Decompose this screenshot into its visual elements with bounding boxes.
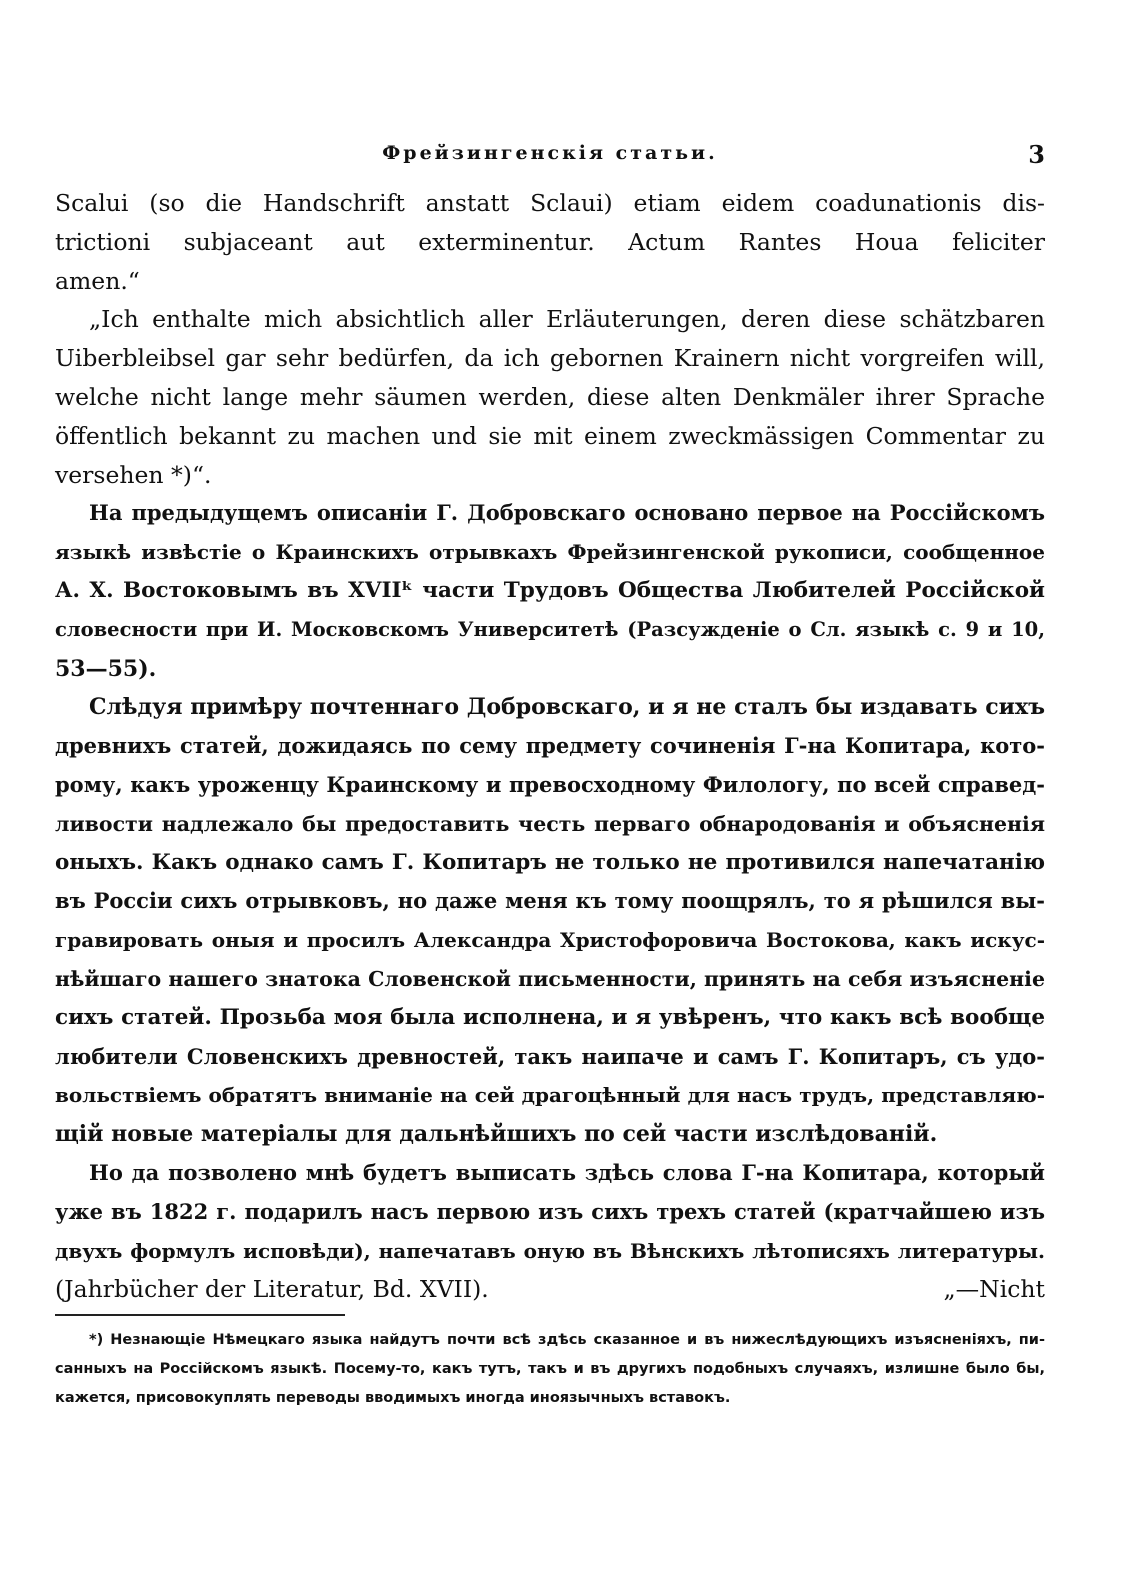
paragraph-latin-quote xyxy=(55,184,1045,300)
text-line: сихъ статей. Прозьба моя была исполнена, и я увѣренъ, что какъ всѣ вообще xyxy=(55,1004,1045,1030)
footnote-line: *) Незнающіе Нѣмецкаго языка найдутъ почти всѣ здѣсь сказанное и въ нижеслѣдующихъ изъясненіяхъ, пи- xyxy=(89,1332,1045,1348)
page-number: 3 xyxy=(1028,140,1045,169)
text-line: Uiberbleibsel gar sehr bedürfen, da ich gebornen Krainern nicht vorgreifen will, xyxy=(55,344,1045,373)
text-line: Слѣдуя примѣру почтеннаго Добровскаго, и я не сталъ бы издавать сихъ xyxy=(89,694,1045,721)
running-title: Фрейзингенскія статьи. xyxy=(382,142,718,164)
text-line: древнихъ статей, дожидаясь по сему предмету сочиненія Г-на Копитара, кото- xyxy=(55,733,1045,759)
text-line: trictioni subjaceant aut exterminentur. Actum Rantes Houa feliciter xyxy=(55,227,1045,256)
text-line: рому, какъ уроженцу Краинскому и превосходному Филологу, по всей справед- xyxy=(55,771,1045,797)
text-line: нѣйшаго нашего знатока Словенской письменности, принять на себя изъясненіе xyxy=(55,966,1045,991)
text-line: вольствіемъ обратятъ вниманіе на сей драгоцѣнный для насъ трудъ, представляю- xyxy=(55,1083,1045,1108)
paragraph-vostokov xyxy=(55,494,1045,688)
text-line: На предыдущемъ описаніи Г. Добровскаго основано первое на Россійскомъ xyxy=(89,500,1045,526)
citation-text: (Jahrbücher der Literatur, Bd. XVII). xyxy=(55,1275,489,1304)
footnote xyxy=(55,1326,1045,1413)
footnote-line: санныхъ на Россійскомъ языкѣ. Посему-то, какъ тутъ, такъ и въ другихъ подобныхъ случаяхъ, излишне было бы, xyxy=(55,1361,1045,1377)
footnote-line: кажется, присовокуплять переводы вводимыхъ иногда иноязычныхъ вставокъ. xyxy=(55,1390,731,1406)
paragraph-kopitar xyxy=(55,1154,1045,1309)
body-text xyxy=(55,184,1045,1309)
text-line-final xyxy=(55,1270,1045,1309)
text-line: языкѣ извѣстіе о Краинскихъ отрывкахъ Фрейзингенской рукописи, сообщенное xyxy=(55,540,1045,565)
text-line: 53—55). xyxy=(55,655,157,682)
text-line: словесности при И. Московскомъ Университетѣ (Разсужденіе о Сл. языкѣ с. 9 и 10, xyxy=(55,617,1045,641)
text-line: щій новые матеріалы для дальнѣйшихъ по сей части изслѣдованій. xyxy=(55,1121,938,1148)
text-line: welche nicht lange mehr säumen werden, diese alten Denkmäler ihrer Sprache xyxy=(55,382,1045,411)
paragraph-dobrovsky xyxy=(55,688,1045,1154)
text-line: оныхъ. Какъ однако самъ Г. Копитаръ не только не противился напечатанію xyxy=(55,849,1045,875)
paragraph-german-quote xyxy=(55,300,1045,494)
text-line: двухъ формулъ исповѣди), напечатавъ оную въ Вѣнскихъ лѣтописяхъ литературы. xyxy=(55,1238,1045,1263)
footnote-rule xyxy=(55,1314,345,1316)
page-header xyxy=(55,142,1045,182)
text-line: amen.“ xyxy=(55,266,140,295)
text-line: въ Россіи сихъ отрывковъ, но даже меня къ тому поощрялъ, то я рѣшился вы- xyxy=(55,888,1045,914)
text-line: ливости надлежало бы предоставить честь перваго обнародованія и объясненія xyxy=(55,811,1045,836)
text-line: öffentlich bekannt zu machen und sie mit einem zweckmässigen Commentar zu xyxy=(55,421,1045,450)
text-line: уже въ 1822 г. подарилъ насъ первою изъ сихъ трехъ статей (кратчайшею изъ xyxy=(55,1198,1045,1224)
text-line: Scalui (so die Handschrift anstatt Sclaui) etiam eidem coadunationis dis- xyxy=(55,189,1045,217)
text-line: „Ich enthalte mich absichtlich aller Erläuterungen, deren diese schätzbaren xyxy=(89,305,1045,334)
text-line: гравировать оныя и просилъ Александра Христофоровича Востокова, какъ искус- xyxy=(55,928,1045,953)
text-line: любители Словенскихъ древностей, такъ наипаче и самъ Г. Копитаръ, съ удо- xyxy=(55,1043,1045,1069)
text-line: А. Х. Востоковымъ въ XVIIᵏ части Трудовъ Общества Любителей Россійской xyxy=(55,577,1045,603)
text-line: versehen *)“. xyxy=(55,460,212,489)
text-line: Но да позволено мнѣ будетъ выписать здѣсь слова Г-на Копитара, который xyxy=(89,1159,1045,1185)
catchword: „—Nicht xyxy=(943,1275,1045,1304)
